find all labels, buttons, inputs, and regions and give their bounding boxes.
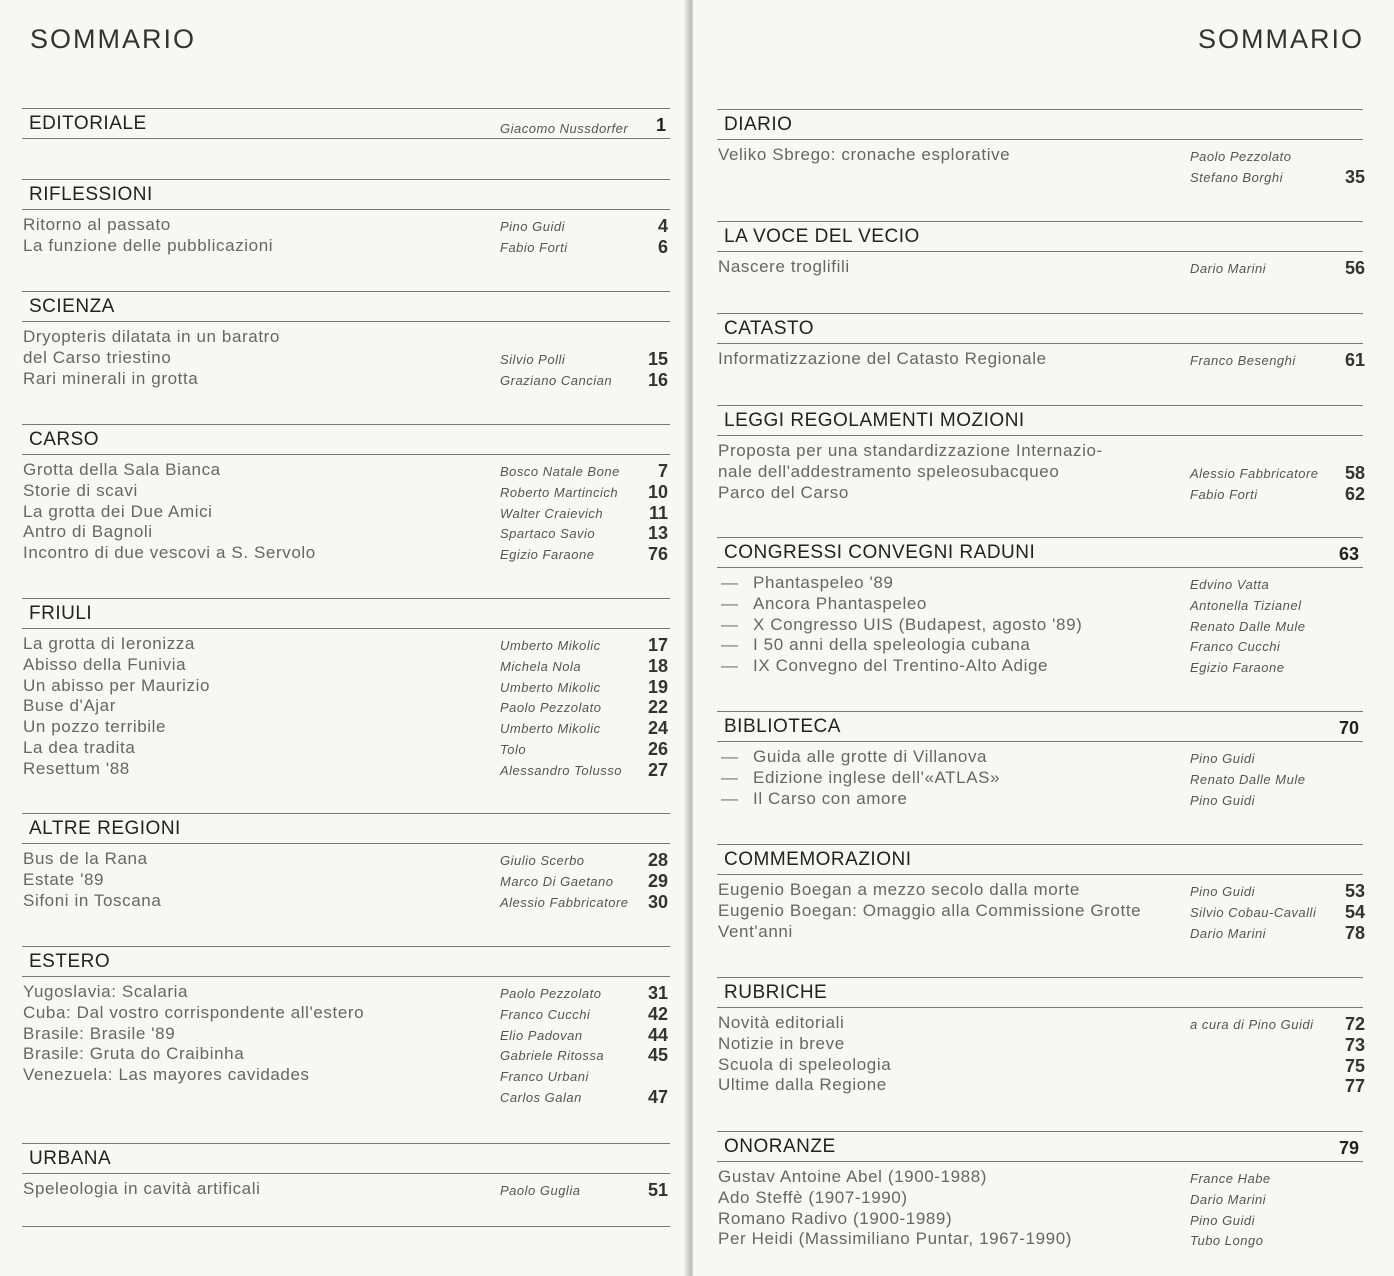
toc-entry (22, 982, 670, 1003)
entry-page-number: 17 (647, 635, 668, 655)
entry-author: Silvio Cobau-Cavalli (1190, 904, 1317, 920)
entry-title: Cuba: Dal vostro corrispondente all'estero (23, 1002, 365, 1022)
section-header (717, 313, 1363, 344)
section-header (717, 405, 1363, 436)
entry-author: Bosco Natale Bone (500, 464, 620, 479)
entry-author: Paolo Guglia (500, 1183, 581, 1198)
toc-entry (717, 573, 1363, 594)
entry-title: Dryopteris dilatata in un baratro (23, 327, 280, 346)
entry-page-number: 62 (1344, 483, 1365, 504)
entry-dash: — (721, 635, 738, 655)
entry-author: Silvio Polli (500, 351, 566, 367)
toc-entry (22, 1024, 670, 1045)
entry-author: Franco Urbani (500, 1069, 589, 1085)
entry-author: Alessandro Tolusso (500, 762, 622, 778)
entry-title: Incontro di due vescovi a S. Servolo (23, 543, 316, 563)
entry-page-number: 58 (1344, 462, 1365, 483)
entry-dash: — (721, 593, 738, 613)
section-biblioteca (717, 711, 1363, 809)
toc-entry (717, 1055, 1363, 1076)
entry-author: Roberto Martincich (500, 484, 619, 500)
page-title-right: SOMMARIO (1197, 24, 1364, 54)
toc-entry (717, 789, 1363, 810)
entry-title: La grotta di Ieronizza (23, 634, 195, 653)
entry-title: Abisso della Funivia (23, 654, 187, 674)
toc-entry (717, 615, 1363, 636)
toc-entry (22, 1044, 670, 1065)
entry-list (717, 441, 1363, 503)
entry-title: nale dell'addestramento speleosubacqueo (718, 461, 1060, 481)
entry-title: Gustav Antoine Abel (1900-1988) (718, 1167, 988, 1186)
entry-author: Antonella Tizianel (1190, 597, 1302, 613)
section-title: EDITORIALE (29, 113, 147, 134)
section-title: CONGRESSI CONVEGNI RADUNI (724, 542, 1036, 563)
entry-author: Pino Guidi (1190, 792, 1255, 808)
toc-entry (717, 901, 1363, 922)
entry-page-number: 10 (647, 481, 668, 502)
section-header (717, 109, 1363, 140)
entry-author: Stefano Borghi (1190, 169, 1284, 185)
toc-entry (717, 768, 1363, 789)
entry-author: Tubo Longo (1190, 1233, 1264, 1249)
section-title: ONORANZE (724, 1136, 836, 1157)
entry-title: Phantaspeleo '89 (753, 573, 894, 592)
entry-author: Umberto Mikolic (500, 721, 601, 737)
section-title: BIBLIOTECA (724, 716, 841, 737)
entry-page-number: 76 (647, 544, 668, 565)
toc-entry (22, 696, 670, 717)
entry-author: Carlos Galan (500, 1089, 582, 1105)
section-header (22, 108, 670, 139)
section-title: FRIULI (29, 603, 93, 624)
toc-entry (22, 522, 670, 543)
entry-page-number: 7 (657, 461, 668, 481)
toc-entry (22, 676, 670, 697)
entry-title: Bus de la Rana (23, 849, 148, 868)
entry-author: Marco Di Gaetano (500, 873, 614, 889)
entry-title: Resettum '88 (23, 758, 130, 778)
section-header (22, 424, 670, 455)
toc-entry (717, 145, 1363, 166)
section-la-voce-del-vecio (717, 221, 1363, 278)
section-header (717, 537, 1363, 568)
entry-author: Michela Nola (500, 658, 582, 674)
entry-title: Nascere troglifili (718, 257, 850, 276)
entry-page-number: 35 (1344, 166, 1365, 187)
entry-author: Giulio Scerbo (500, 853, 585, 868)
toc-entry (22, 1086, 670, 1107)
entry-page-number: 72 (1344, 1014, 1365, 1034)
entry-title: Guida alle grotte di Villanova (753, 747, 988, 766)
section-title: LA VOCE DEL VECIO (724, 226, 920, 247)
entry-title: Novità editoriali (718, 1013, 845, 1032)
entry-title: La grotta dei Due Amici (23, 501, 213, 521)
entry-list (22, 460, 670, 564)
section-title: RUBRICHE (724, 982, 828, 1003)
entry-list (717, 747, 1363, 809)
toc-entry (717, 166, 1363, 187)
section-congressi-convegni-raduni (717, 537, 1363, 677)
entry-title: Un abisso per Maurizio (23, 675, 211, 695)
toc-entry (717, 1075, 1363, 1096)
section-altre-regioni (22, 813, 670, 911)
toc-entry (717, 441, 1363, 462)
section-estero (22, 946, 670, 1107)
left-page (0, 0, 686, 1276)
section-commemorazioni (717, 844, 1363, 942)
toc-entry (717, 880, 1363, 901)
entry-author: Graziano Cancian (500, 372, 613, 388)
entry-list (22, 327, 670, 389)
entry-page-number: 4 (657, 216, 668, 236)
entry-author: Egizio Faraone (1190, 660, 1285, 676)
entry-dash: — (721, 788, 738, 808)
toc-entry (22, 327, 670, 348)
section-header (717, 221, 1363, 252)
toc-entry (717, 1209, 1363, 1230)
toc-entry (717, 483, 1363, 504)
entry-page-number: 44 (647, 1024, 668, 1045)
entry-title: Veliko Sbrego: cronache esplorative (718, 145, 1011, 164)
entry-page-number: 45 (647, 1045, 668, 1066)
entry-page-number: 13 (647, 523, 668, 544)
entry-page-number: 15 (647, 348, 668, 369)
bottom-rule (22, 1226, 670, 1227)
entry-dash: — (721, 573, 738, 592)
toc-entry (717, 922, 1363, 943)
entry-author: Dario Marini (1190, 261, 1267, 276)
section-title: LEGGI REGOLAMENTI MOZIONI (724, 410, 1025, 431)
toc-entry (22, 348, 670, 369)
entry-title: Ultime dalla Regione (718, 1075, 887, 1095)
entry-title: Eugenio Boegan a mezzo secolo dalla morte (718, 880, 1080, 899)
entry-author: Egizio Faraone (500, 547, 595, 563)
entry-author: Franco Cucchi (1190, 639, 1281, 655)
entry-page-number: 29 (647, 870, 668, 891)
entry-author: Umberto Mikolic (500, 638, 601, 653)
entry-page-number: 51 (647, 1180, 668, 1200)
entry-page-number: 30 (647, 891, 668, 912)
right-page (693, 0, 1394, 1276)
entry-author: Umberto Mikolic (500, 679, 601, 695)
entry-author: Walter Craievich (500, 505, 604, 521)
toc-entry (717, 594, 1363, 615)
entry-title: Antro di Bagnoli (23, 522, 153, 542)
entry-dash: — (721, 767, 738, 787)
section-header (22, 598, 670, 629)
entry-page-number: 22 (647, 697, 668, 718)
entry-title: Edizione inglese dell'«ATLAS» (753, 767, 1001, 787)
entry-page-number: 26 (647, 738, 668, 759)
entry-title: del Carso triestino (23, 347, 172, 367)
section-title: ESTERO (29, 951, 111, 972)
toc-entry (22, 1003, 670, 1024)
toc-entry (22, 870, 670, 891)
entry-page-number: 78 (1344, 922, 1365, 943)
section-title: CATASTO (724, 318, 815, 339)
entry-title: Estate '89 (23, 869, 105, 889)
entry-author: Paolo Pezzolato (500, 700, 602, 716)
toc-entry (717, 349, 1363, 370)
entry-title: Per Heidi (Massimiliano Puntar, 1967-1990) (718, 1229, 1073, 1249)
entry-page-number: 19 (647, 676, 668, 697)
entry-page-number: 42 (647, 1003, 668, 1024)
section-header (22, 291, 670, 322)
entry-title: La funzione delle pubblicazioni (23, 235, 274, 255)
toc-entry (717, 462, 1363, 483)
toc-entry (22, 717, 670, 738)
entry-title: Ancora Phantaspeleo (753, 593, 927, 613)
entry-title: Vent'anni (718, 921, 793, 941)
entry-page-number: 75 (1344, 1055, 1365, 1076)
entry-list (717, 257, 1363, 278)
entry-author: Dario Marini (1190, 1191, 1267, 1207)
entry-author: Pino Guidi (1190, 751, 1255, 766)
toc-entry (22, 481, 670, 502)
section-header (22, 946, 670, 977)
entry-author: Pino Guidi (1190, 1212, 1255, 1228)
entry-page-number: 56 (1344, 258, 1365, 278)
toc-entry (717, 257, 1363, 278)
entry-author: Fabio Forti (1190, 486, 1258, 502)
entry-author: Pino Guidi (1190, 884, 1255, 899)
entry-author: Franco Cucchi (500, 1006, 591, 1022)
toc-entry (22, 543, 670, 564)
entry-author: Fabio Forti (500, 239, 568, 255)
toc-entry (22, 369, 670, 390)
entry-author: Dario Marini (1190, 925, 1267, 941)
toc-entry (22, 655, 670, 676)
toc-entry (22, 759, 670, 780)
entry-page-number: 28 (647, 850, 668, 870)
entry-author: Renato Dalle Mule (1190, 618, 1306, 634)
entry-title: Buse d'Ajar (23, 696, 117, 716)
entry-dash: — (721, 747, 738, 766)
entry-title: Informatizzazione del Catasto Regionale (718, 349, 1047, 368)
section-title: SCIENZA (29, 296, 115, 317)
section-title: COMMEMORAZIONI (724, 849, 912, 870)
section-page-number: 70 (1338, 718, 1359, 738)
entry-title: Yugoslavia: Scalaria (23, 982, 189, 1001)
entry-title: Il Carso con amore (753, 788, 908, 808)
section-riflessioni (22, 179, 670, 257)
entry-title: Ado Steffè (1907-1990) (718, 1187, 908, 1207)
section-header (717, 977, 1363, 1008)
entry-author: Edvino Vatta (1190, 577, 1270, 592)
entry-list (717, 880, 1363, 942)
entry-page-number: 16 (647, 369, 668, 390)
toc-entry (22, 891, 670, 912)
entry-title: La dea tradita (23, 737, 136, 757)
entry-author: Pino Guidi (500, 219, 565, 234)
entry-author: a cura di Pino Guidi (1190, 1017, 1314, 1032)
entry-title: Eugenio Boegan: Omaggio alla Commissione Grotte (718, 900, 1142, 920)
entry-title: Proposta per una standardizzazione Internazio- (718, 441, 1103, 460)
entry-title: Romano Radivo (1900-1989) (718, 1208, 953, 1228)
section-urbana (22, 1143, 670, 1200)
toc-entry (717, 635, 1363, 656)
toc-entry (22, 1179, 670, 1200)
entry-title: Notizie in breve (718, 1033, 845, 1053)
toc-entry (717, 747, 1363, 768)
section-friuli (22, 598, 670, 780)
entry-title: Scuola di speleologia (718, 1054, 892, 1074)
entry-list (22, 849, 670, 911)
entry-page-number: 24 (647, 718, 668, 739)
section-header (717, 844, 1363, 875)
entry-title: Sifoni in Toscana (23, 890, 162, 910)
entry-author: Franco Besenghi (1190, 353, 1296, 368)
toc-entry (22, 634, 670, 655)
entry-dash: — (721, 614, 738, 634)
entry-page-number: 18 (647, 655, 668, 676)
entry-author: Paolo Pezzolato (1190, 149, 1292, 164)
entry-title: Parco del Carso (718, 482, 849, 502)
section-title: RIFLESSIONI (29, 184, 153, 205)
entry-page-number: 6 (657, 236, 668, 257)
toc-entry (717, 1167, 1363, 1188)
entry-author: Alessio Fabbricatore (1190, 465, 1319, 481)
entry-author: Alessio Fabbricatore (500, 894, 629, 910)
page-title-left: SOMMARIO (30, 24, 197, 54)
entry-list (717, 1013, 1363, 1096)
entry-title: Venezuela: Las mayores cavidades (23, 1065, 310, 1085)
entry-list (717, 349, 1363, 370)
entry-page-number: 27 (647, 759, 668, 780)
entry-page-number: 31 (647, 983, 668, 1003)
entry-list (717, 1167, 1363, 1250)
entry-author: Elio Padovan (500, 1027, 583, 1043)
section-scienza (22, 291, 670, 389)
entry-author: Spartaco Savio (500, 526, 596, 542)
section-rubriche (717, 977, 1363, 1096)
entry-page-number: 47 (647, 1086, 668, 1107)
section-carso (22, 424, 670, 564)
entry-title: I 50 anni della speleologia cubana (753, 635, 1031, 655)
entry-title: Brasile: Gruta do Craibinha (23, 1044, 245, 1064)
toc-entry (22, 738, 670, 759)
section-header (22, 813, 670, 844)
toc-entry (22, 215, 670, 236)
entry-title: Speleologia in cavità artificali (23, 1179, 261, 1198)
toc-entry (22, 1065, 670, 1086)
section-title: DIARIO (724, 114, 793, 135)
entry-dash: — (721, 656, 738, 676)
section-title: ALTRE REGIONI (29, 818, 181, 839)
section-author: Giacomo Nussdorfer (500, 121, 629, 136)
toc-entry (22, 236, 670, 257)
entry-page-number: 61 (1344, 350, 1365, 370)
section-header (22, 179, 670, 210)
section-onoranze (717, 1131, 1363, 1250)
entry-page-number: 77 (1344, 1076, 1365, 1097)
toc-entry (717, 1229, 1363, 1250)
entry-title: Brasile: Brasile '89 (23, 1023, 176, 1043)
entry-title: Ritorno al passato (23, 215, 171, 234)
toc-entry (22, 460, 670, 481)
entry-page-number: 54 (1344, 901, 1365, 922)
toc-entry (22, 502, 670, 523)
section-header (717, 711, 1363, 742)
toc-entry (717, 1188, 1363, 1209)
entry-title: Grotta della Sala Bianca (23, 460, 221, 479)
section-diario (717, 109, 1363, 187)
entry-list (22, 1179, 670, 1200)
entry-title: X Congresso UIS (Budapest, agosto '89) (753, 614, 1083, 634)
entry-author: Paolo Pezzolato (500, 986, 602, 1001)
entry-author: France Habe (1190, 1171, 1271, 1186)
toc-entry (717, 1013, 1363, 1034)
entry-author: Renato Dalle Mule (1190, 771, 1306, 787)
entry-title: IX Convegno del Trentino-Alto Adige (753, 656, 1049, 676)
entry-list (22, 634, 670, 780)
toc-entry (717, 1034, 1363, 1055)
entry-page-number: 11 (648, 502, 668, 523)
toc-entry (717, 656, 1363, 677)
section-page-number: 63 (1338, 544, 1359, 564)
entry-list (22, 215, 670, 257)
entry-page-number: 73 (1344, 1034, 1365, 1055)
section-title: URBANA (29, 1148, 112, 1169)
section-page-number: 79 (1338, 1138, 1359, 1158)
entry-title: Un pozzo terribile (23, 717, 167, 737)
entry-title: Rari minerali in grotta (23, 368, 199, 388)
entry-author: Tolo (500, 741, 527, 757)
entry-page-number: 53 (1344, 881, 1365, 901)
section-page-number: 1 (655, 115, 666, 135)
section-title: CARSO (29, 429, 100, 450)
section-catasto (717, 313, 1363, 370)
section-header (22, 1143, 670, 1174)
entry-list (22, 982, 670, 1107)
section-header (717, 1131, 1363, 1162)
toc-entry (22, 849, 670, 870)
section-editoriale (22, 108, 670, 144)
entry-title: Storie di scavi (23, 480, 138, 500)
entry-list (717, 573, 1363, 677)
entry-list (717, 145, 1363, 187)
section-leggi-regolamenti-mozioni (717, 405, 1363, 503)
entry-author: Gabriele Ritossa (500, 1048, 605, 1064)
